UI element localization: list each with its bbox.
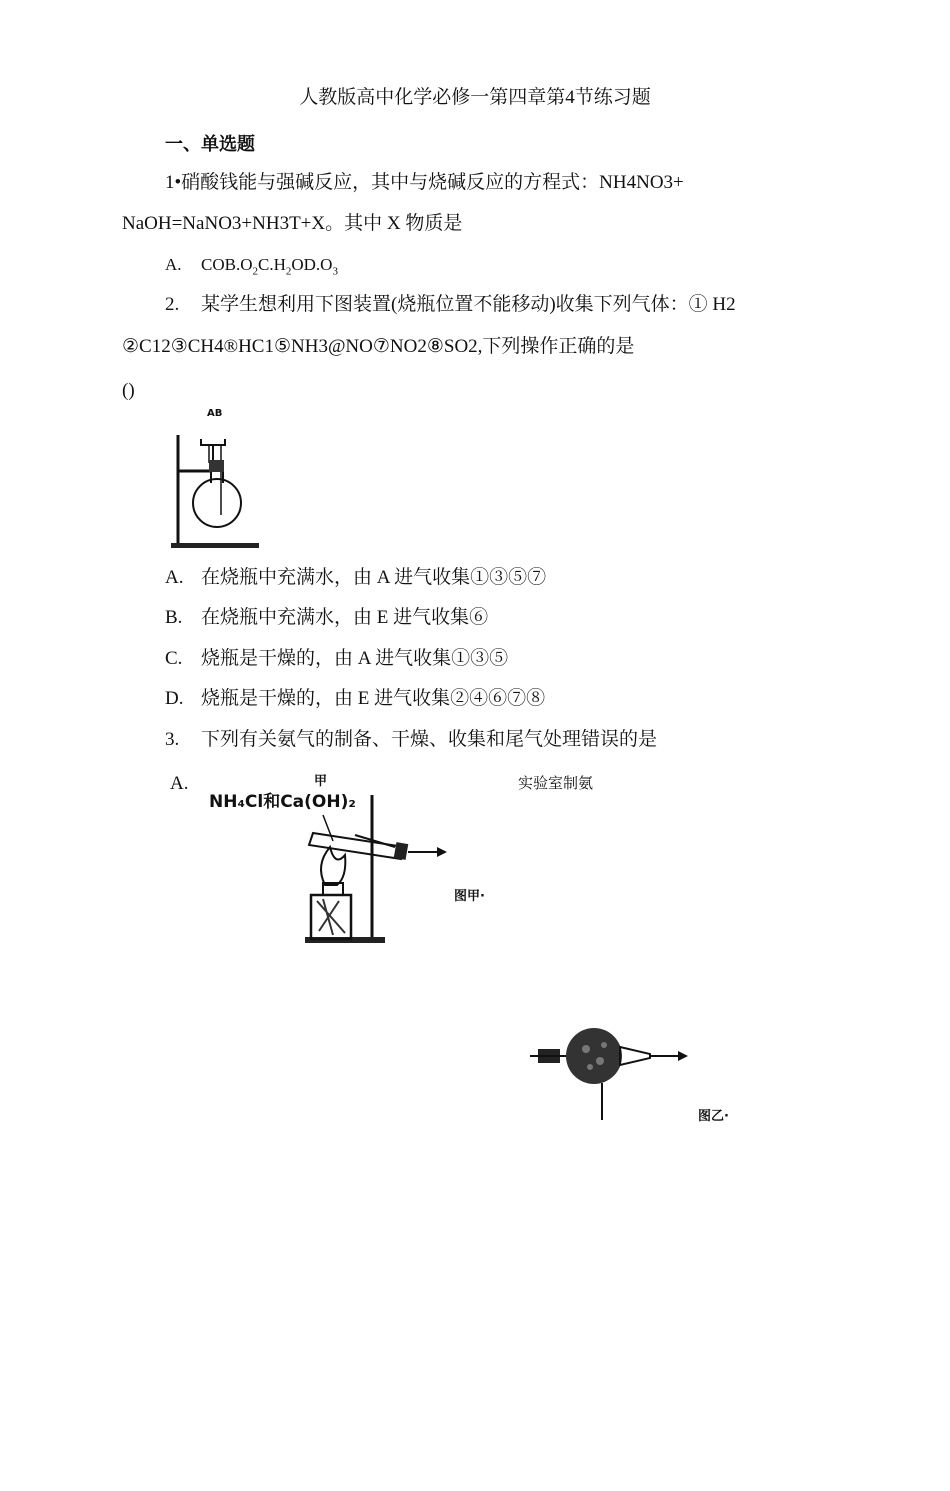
q2-option-b-letter: B. xyxy=(165,607,183,628)
q2-line3: () xyxy=(122,380,135,401)
q1-line2: NaOH=NaNO3+NH3T+X。其中 X 物质是 xyxy=(122,213,463,234)
q3-heating-apparatus-figure xyxy=(205,785,455,950)
q1-option-b: C.H xyxy=(257,255,286,274)
q1-line1: 1•硝酸钱能与强碱反应，其中与烧碱反应的方程式：NH4NO3+ xyxy=(165,172,684,193)
q3-text: 下列有关氨气的制备、干燥、收集和尾气处理错误的是 xyxy=(201,729,658,750)
q2-option-d xyxy=(165,688,545,710)
q2-line1-text: 某学生想利用下图装置(烧瓶位置不能移动)收集下列气体：① H2 xyxy=(201,294,736,315)
page-title: 人教版高中化学必修一第四章第4节练习题 xyxy=(299,87,651,108)
q2-flask-apparatus-figure xyxy=(165,405,265,555)
q3-fig2-label: 图乙· xyxy=(698,1109,729,1124)
q1-option-c: OD.O xyxy=(291,255,333,274)
q3-fig-top-right: 实验室制氨 xyxy=(518,774,594,792)
q3-reagent-label: NH₄Cl和Ca(OH)₂ xyxy=(209,792,356,812)
q3-drying-tube-figure xyxy=(530,1025,700,1125)
q3-fig1-label: 图甲· xyxy=(454,889,485,904)
q1-options xyxy=(165,254,338,282)
q2-line2: ②C12③CH4®HC1⑤NH3@NO⑦NO2⑧SO2,下列操作正确的是 xyxy=(122,336,635,357)
section-heading: 一、单选题 xyxy=(165,134,255,155)
q2-option-b-text: 在烧瓶中充满水，由 E 进气收集⑥ xyxy=(201,607,489,628)
q2-number: 2. xyxy=(165,294,180,315)
q1-option-a: COB.O xyxy=(201,255,253,274)
q2-option-c-letter: C. xyxy=(165,648,183,669)
q2-option-a-letter: A. xyxy=(165,567,184,588)
q3-stem xyxy=(165,729,657,751)
q3-number: 3. xyxy=(165,729,180,750)
q1-sub-a: 2 xyxy=(252,265,258,278)
q1-sub-b: 2 xyxy=(285,265,292,278)
q2-option-a-text: 在烧瓶中充满水，由 A 进气收集①③⑤⑦ xyxy=(201,567,547,588)
q2-option-d-letter: D. xyxy=(165,688,184,709)
q2-option-c xyxy=(165,648,508,670)
q2-line1 xyxy=(165,294,736,316)
q2-option-b xyxy=(165,607,488,629)
q3-option-a-letter: A. xyxy=(170,773,189,794)
q2-option-c-text: 烧瓶是干燥的，由 A 进气收集①③⑤ xyxy=(201,648,509,669)
q2-option-a xyxy=(165,567,546,589)
q1-option-letter: A. xyxy=(165,255,182,274)
q1-sub-c: 3 xyxy=(332,265,338,278)
q2-option-d-text: 烧瓶是干燥的，由 E 进气收集②④⑥⑦⑧ xyxy=(201,688,546,709)
q3-fig-top-char: 甲 xyxy=(314,774,328,789)
q2-figure-label: AB xyxy=(207,408,223,419)
